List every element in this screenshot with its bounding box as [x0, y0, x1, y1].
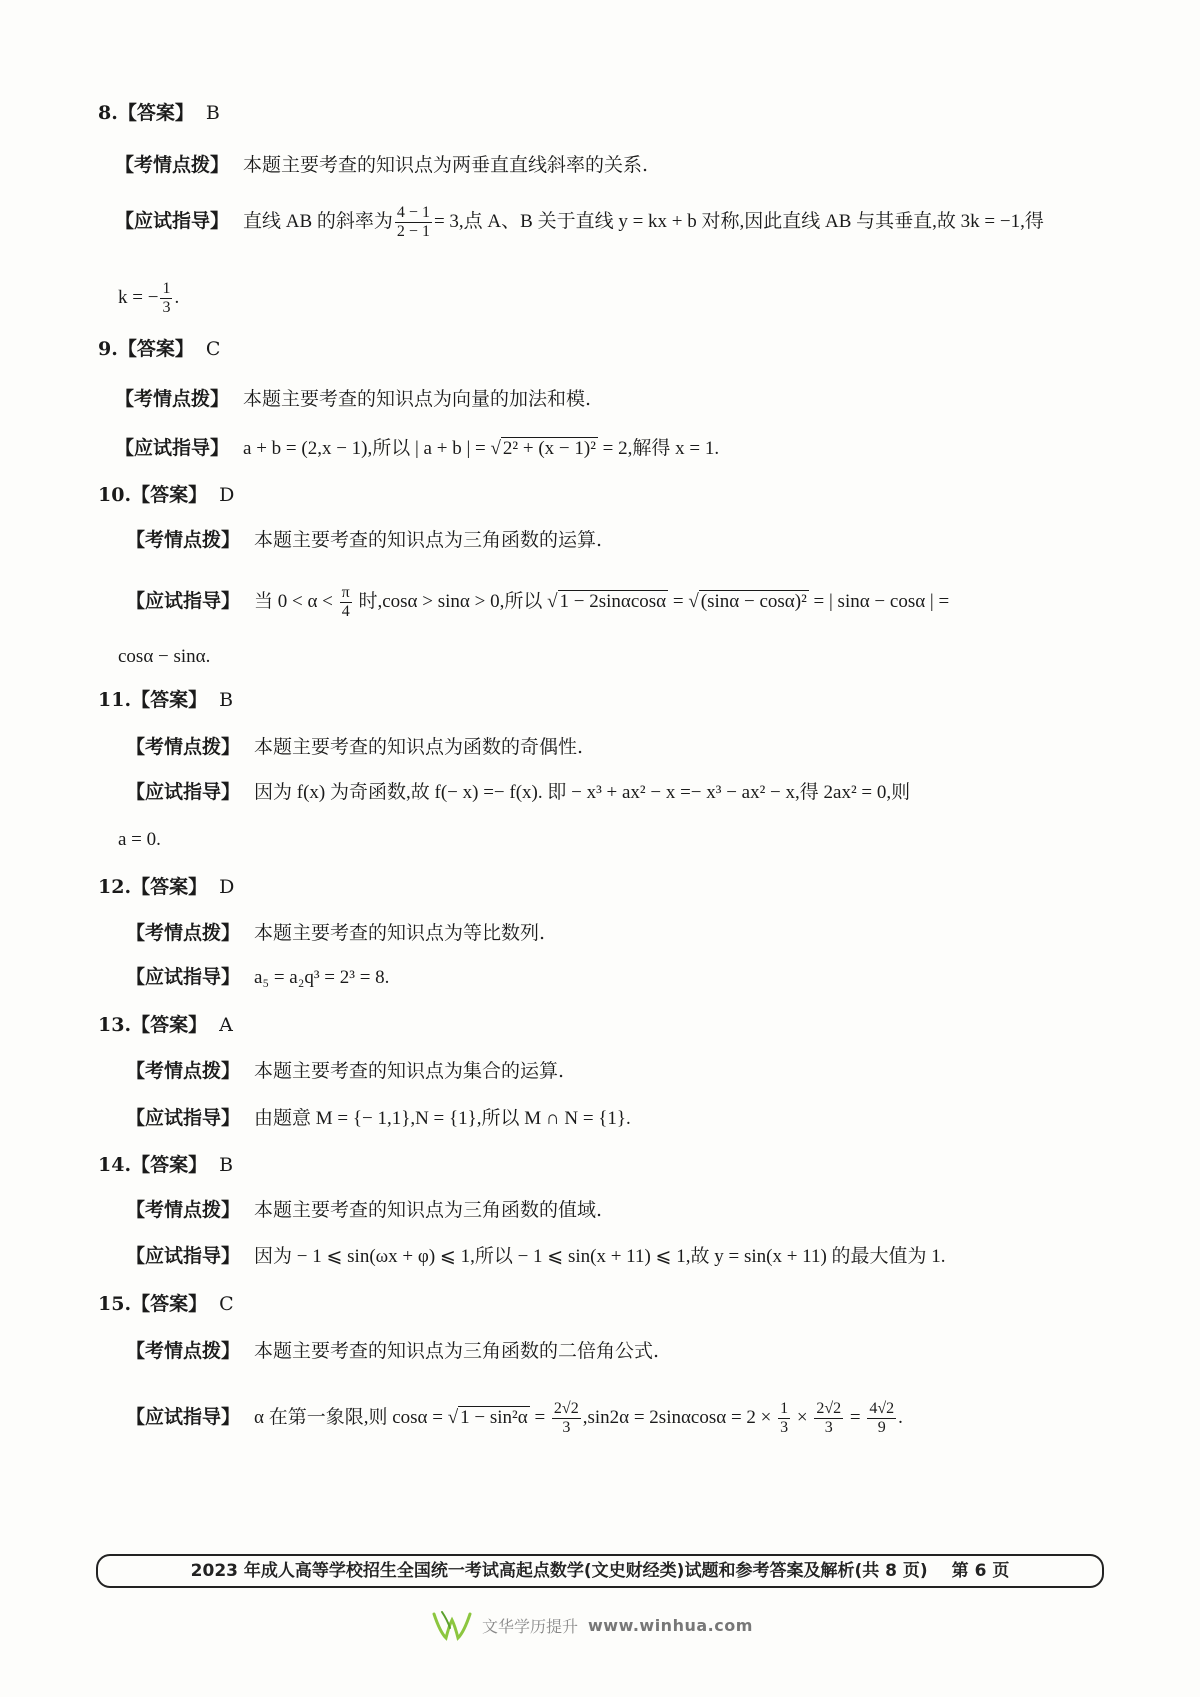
q9-guide-line — [115, 437, 719, 461]
guide-label: 【应试指导】 — [126, 590, 241, 612]
q10-point-text: 本题主要考查的知识点为三角函数的运算. — [254, 529, 603, 551]
q9-point-line — [115, 387, 591, 411]
q15-number: 15. — [98, 1293, 132, 1315]
answer-label: 【答案】 — [117, 338, 194, 360]
q9-answer-line — [98, 337, 220, 361]
q8-result-fraction: $\frac{1}{3}$ — [162, 280, 171, 316]
q15-guide-text-c: ,sin2α = 2sinαcosα = 2 × — [582, 1406, 777, 1428]
guide-label: 【应试指导】 — [115, 438, 230, 459]
q15-guide-text-b: = — [529, 1406, 550, 1428]
q10-guide-text-d: = | sinα − cosα | = — [808, 590, 950, 612]
q8-point-text: 本题主要考查的知识点为两垂直直线斜率的关系. — [243, 154, 649, 176]
answer-label: 【答案】 — [117, 102, 194, 124]
point-label: 【考情点拨】 — [115, 154, 230, 176]
q10-answer-line — [98, 483, 234, 507]
q15-point-line — [126, 1339, 659, 1363]
point-label: 【考情点拨】 — [126, 1199, 241, 1221]
q12-point-text: 本题主要考查的知识点为等比数列. — [254, 922, 546, 944]
q8-answer: B — [205, 102, 220, 124]
q10-sqrt-2: √ (sinα − cosα)² — [688, 590, 807, 612]
q8-answer-line — [98, 101, 220, 125]
guide-label: 【应试指导】 — [126, 1108, 241, 1129]
q12-number: 12. — [98, 876, 132, 898]
brand-watermark — [430, 1608, 753, 1642]
q11-cont-text: a = 0. — [118, 829, 161, 850]
q9-point-text: 本题主要考查的知识点为向量的加法和模. — [243, 388, 592, 410]
answer-label: 【答案】 — [131, 1293, 208, 1315]
answer-label: 【答案】 — [131, 1154, 208, 1176]
q14-answer: B — [219, 1154, 234, 1176]
q10-sqrt-1: √ 1 − 2sinαcosα — [547, 590, 667, 612]
q14-number: 14. — [98, 1154, 132, 1176]
q12-answer-line — [98, 875, 234, 899]
q8-cont-text: k = − — [118, 286, 159, 308]
q8-slope-fraction: $\frac{4 - 1}{2 - 1}$ — [396, 204, 430, 240]
brand-name: 文华学历提升 — [482, 1616, 579, 1636]
q11-answer-line — [98, 688, 233, 712]
q10-answer: D — [219, 484, 235, 506]
winhua-logo-icon — [430, 1608, 474, 1642]
q15-guide-text-a: α 在第一象限,则 cosα = — [254, 1406, 448, 1428]
brand-site: www.winhua.com — [588, 1615, 753, 1635]
q11-answer: B — [219, 689, 234, 711]
page-footer — [96, 1554, 1104, 1588]
q15-sqrt: √ 1 − sin²α — [447, 1406, 528, 1428]
guide-label: 【应试指导】 — [126, 1246, 241, 1267]
q10-guide-text-c: = — [668, 590, 689, 612]
q15-fraction-1: $\frac{2√2}{3}$ — [553, 1400, 579, 1436]
q13-number: 13. — [98, 1014, 132, 1036]
q10-guide-text-b: 时,cosα > sinα > 0,所以 — [353, 590, 548, 612]
q12-answer: D — [219, 876, 235, 898]
point-label: 【考情点拨】 — [126, 1060, 241, 1082]
q8-point-line — [115, 153, 648, 177]
q8-guide-text-a: 直线 AB 的斜率为 — [243, 210, 393, 232]
q14-guide-line — [126, 1245, 946, 1269]
q15-fraction-3: $\frac{2√2}{3}$ — [816, 1400, 842, 1436]
q15-guide-line — [126, 1400, 903, 1437]
q8-number: 8. — [98, 102, 118, 124]
q12-point-line — [126, 921, 545, 945]
q14-point-line — [126, 1198, 602, 1222]
guide-label: 【应试指导】 — [126, 1406, 241, 1428]
point-label: 【考情点拨】 — [126, 736, 241, 758]
guide-label: 【应试指导】 — [126, 967, 241, 988]
q14-point-text: 本题主要考查的知识点为三角函数的值域. — [254, 1199, 603, 1221]
q15-point-text: 本题主要考查的知识点为三角函数的二倍角公式. — [254, 1340, 660, 1362]
q9-guide-text-b: = 2,解得 x = 1. — [597, 438, 720, 459]
q10-guide-continuation — [118, 645, 210, 669]
q15-fraction-2: $\frac{1}{3}$ — [780, 1400, 789, 1436]
q9-answer: C — [205, 338, 221, 360]
q14-answer-line — [98, 1153, 233, 1177]
point-label: 【考情点拨】 — [126, 922, 241, 944]
q8-guide-continuation — [118, 280, 179, 317]
q11-guide-continuation — [118, 828, 161, 852]
answer-label: 【答案】 — [131, 689, 208, 711]
q15-guide-text-f: . — [898, 1406, 903, 1428]
q15-guide-text-e: = — [845, 1406, 866, 1428]
q11-point-text: 本题主要考查的知识点为函数的奇偶性. — [254, 736, 584, 758]
q15-guide-text-d: × — [792, 1406, 813, 1428]
q11-guide-text: 因为 f(x) 为奇函数,故 f(− x) =− f(x). 即 − x³ + ax² − x =− x³ − ax² − x,得 2ax² = 0,则 — [254, 782, 911, 803]
q13-point-line — [126, 1059, 564, 1083]
q13-guide-line — [126, 1107, 631, 1131]
page-number: 第 6 页 — [951, 1561, 1010, 1581]
q12-guide-text: a₅ = a₂q³ = 2³ = 8. — [254, 967, 390, 988]
q13-point-text: 本题主要考查的知识点为集合的运算. — [254, 1060, 565, 1082]
q13-answer-line — [98, 1013, 233, 1037]
q10-guide-text-a: 当 0 < α < — [254, 590, 338, 612]
guide-label: 【应试指导】 — [115, 210, 230, 232]
q11-point-line — [126, 735, 583, 759]
q8-guide-line — [115, 204, 1044, 241]
q15-fraction-4: $\frac{4√2}{9}$ — [869, 1400, 895, 1436]
q9-guide-text-a: a + b = (2,x − 1),所以 | a + b | = — [243, 438, 491, 459]
q10-guide-line — [126, 584, 949, 621]
q9-sqrt: √ 2² + (x − 1)² — [490, 438, 596, 459]
q12-guide-line — [126, 966, 389, 990]
q14-guide-text: 因为 − 1 ⩽ sin(ωx + φ) ⩽ 1,所以 − 1 ⩽ sin(x + 11) ⩽ 1,故 y = sin(x + 11) 的最大值为 1. — [254, 1246, 946, 1267]
point-label: 【考情点拨】 — [115, 388, 230, 410]
answer-label: 【答案】 — [131, 876, 208, 898]
point-label: 【考情点拨】 — [126, 1340, 241, 1362]
q13-guide-text: 由题意 M = {− 1,1},N = {1},所以 M ∩ N = {1}. — [254, 1108, 631, 1129]
q11-guide-line — [126, 781, 910, 805]
q9-number: 9. — [98, 338, 118, 360]
guide-label: 【应试指导】 — [126, 782, 241, 803]
q8-cont-end: . — [174, 286, 180, 308]
q13-answer: A — [219, 1014, 233, 1036]
q10-point-line — [126, 528, 602, 552]
answer-label: 【答案】 — [131, 484, 208, 506]
q8-guide-text-b: = 3,点 A、B 关于直线 y = kx + b 对称,因此直线 AB 与其垂直,故 3k = −1,得 — [433, 210, 1044, 232]
q10-pi-fraction: $\frac{\pi}{4}$ — [341, 584, 350, 620]
q10-number: 10. — [98, 484, 132, 506]
q11-number: 11. — [98, 689, 132, 711]
q10-cont-text: cosα − sinα. — [118, 646, 211, 667]
q15-answer: C — [219, 1293, 234, 1315]
footer-title: 2023 年成人高等学校招生全国统一考试高起点数学(文史财经类)试题和参考答案及解析(共 8 页) — [190, 1561, 928, 1581]
point-label: 【考情点拨】 — [126, 529, 241, 551]
answer-label: 【答案】 — [131, 1014, 208, 1036]
q15-answer-line — [98, 1292, 234, 1316]
